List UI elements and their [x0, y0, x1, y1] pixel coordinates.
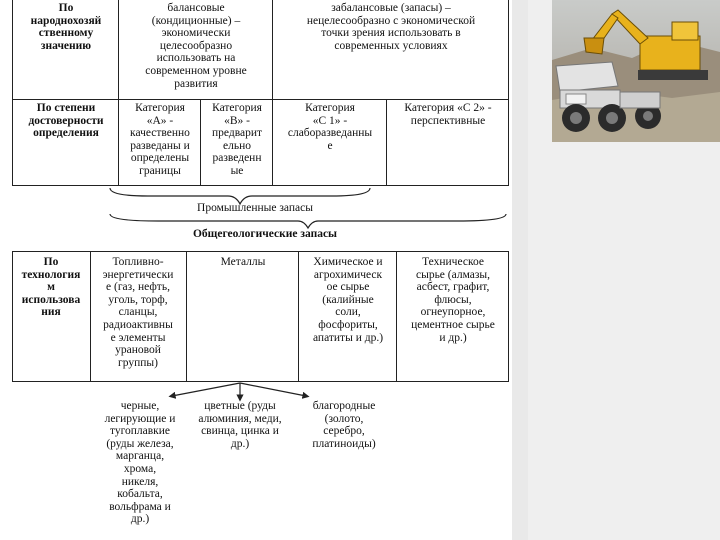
table1-divider: [272, 0, 273, 100]
table1-divider: [386, 100, 387, 186]
cell-balance-reserves: балансовые (кондиционные) – экономически целесообразно использовать на современном уровне развития: [145, 2, 247, 90]
metal-type-black: черные, легирующие и тугоплавкие (руды железа, марганца, хрома, никеля, кобальта, вольфрама и др.): [104, 400, 176, 526]
table2-divider: [298, 251, 299, 382]
metal-type-colored: цветные (руды алюминия, меди, свинца, цинка и др.): [198, 400, 282, 450]
cell-fuel-energy: Топливно- энергетически е (газ, нефть, уголь, торф, сланцы, радиоактивны е элементы урановой группы): [102, 256, 174, 369]
mining-truck-excavator-image: [552, 0, 720, 142]
table2-border-right: [508, 251, 509, 382]
row-head-reliability: По степени достоверности определения: [28, 102, 104, 140]
table1-border-right: [508, 0, 509, 186]
cell-metals: Металлы: [220, 256, 266, 268]
cell-chemical: Химическое и агрохимическ ое сырье (калийные соли, фосфориты, апатиты и др.): [312, 256, 384, 344]
cell-category-c2: Категория «С 2» - перспективные: [404, 102, 492, 127]
cell-technical: Техническое сырье (алмазы, асбест, графит, флюсы, огнеупорное, цементное сырье и др.): [411, 256, 495, 344]
label-industrial-reserves: Промышленные запасы: [197, 202, 313, 214]
table1-divider: [272, 100, 273, 186]
table1-border-left: [12, 0, 13, 186]
cell-category-b: Категория «В» - предварит ельно разведенн ые: [211, 102, 263, 177]
label-general-reserves: Общегеологические запасы: [192, 228, 338, 240]
table2-divider: [396, 251, 397, 382]
table1-divider: [118, 0, 119, 186]
table2-divider: [186, 251, 187, 382]
cell-category-c1: Категория «С 1» - слаборазведанны е: [287, 102, 373, 152]
table2-top-border: [12, 251, 509, 252]
cell-category-a: Категория «А» - качественно разведаны и определены границы: [130, 102, 190, 177]
row-head-economic-value: По народнохозяй ственному значению: [30, 2, 102, 52]
mining-photo: [552, 0, 720, 142]
row-head-technology: По технология м использова ния: [21, 256, 81, 319]
metal-type-noble: благородные (золото, серебро, платиноиды): [312, 400, 376, 450]
table1-row-border: [12, 99, 509, 100]
table1-divider: [200, 100, 201, 186]
cell-offbalance-reserves: забалансовые (запасы) – нецелесообразно с экономической точки зрения использовать в современных условиях: [306, 2, 476, 52]
